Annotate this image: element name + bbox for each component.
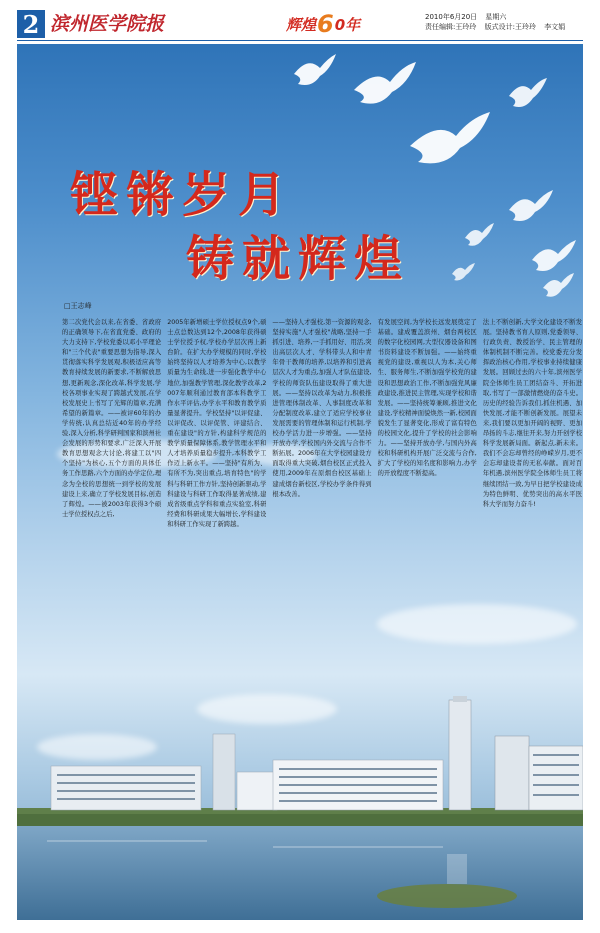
campus-photo [17, 690, 583, 920]
anniversary-logo [286, 9, 360, 39]
dove-icon [350, 60, 420, 110]
article-column: 第二次党代会以来,在省委、省政府的正确领导下,在省直党委、政府的大力支持下,学校党委以邓小平理论和"三个代表"重要思想为指导,深入贯彻落实科学发展观,积极适应高等教育持续发展的新要求,不断解放思想,更新观念,深化改革,科学发展,学校各项事业实现了跨越式发展,在学校发展史上书写了光辉的篇章,充满希望的新篇章。——被评60年的办学传统,认真总结近40年的办学经验,深入分析,科学研判国家和滨州社会发展的形势和要求,广泛深入开展教育思想观念大讨论,将建工以"四个坚持"为核心,五个方面的具体任务工作思路,六个方面的办学定位,理念为全校的思想统一到学校的发展建设上来,确立了学校发展目标,创造了辉煌。——被2003年获得3个硕士学位授权点之后, [62, 319, 162, 518]
dove-icon [450, 262, 476, 284]
proofreader-credit: 李文娟 [544, 23, 566, 31]
anniversary-digit: 6 [317, 10, 334, 38]
dove-icon [290, 52, 338, 92]
article-column: 2005年新增硕士学位授权点9个,硕士点总数达到12个,2008年获得硕士学位授予权,学校办学层次再上新台阶。在扩大办学规模的同时,学校始终坚持以人才培养为中心,以教学质量为生命线,进一步强化教学中心地位,加强教学管理,深化教学改革,2007年顺利通过教育部本科教学工作水平评估,办学水平和教育教学质量显著提升。学校坚持"以评促建、以评促改、以评促管、评建结合、重在建设"的方针,构建科学规范的教学质量保障体系,教学管理水平和人才培养质量稳步提升,本科教学工作迈上新水平。——坚持"有所为、有所不为,突出重点,培育特色"的学科与科研工作方针,坚持创新驱动,学科建设与科研工作取得显著成绩,建成省级重点学科和重点实验室,科研经费和科研成果大幅增长,学科建设和科研工作实现了新跨越。 [167, 319, 267, 528]
shore [17, 814, 583, 826]
article-body [62, 318, 582, 618]
editor-credit: 责任编辑:王玲玲 [425, 23, 477, 31]
issue-meta [425, 12, 585, 32]
page-number: 2 [17, 10, 45, 38]
article-column: 有发展空间,为学校长远发展奠定了基础。建成覆盖滨州、烟台两校区的数字化校园网,大型仪器设备和图书资料建设不断加强。——始终重视党的建设,重视以人为本,关心师生、服务师生,不断加强学校党的建设和思想政治工作,不断加强党风廉政建设,推进民主管理,实现学校和谐发展。——坚持统筹兼顾,推进文化建设,学校精神面貌焕然一新,校园面貌发生了显著变化,形成了富有特色的校园文化,提升了学校的社会影响力。——坚持开放办学,与国内外高校和科研机构开展广泛交流与合作,扩大了学校的知名度和影响力,办学的开放程度不断提高。 [377, 319, 477, 478]
reeds [377, 884, 517, 908]
paper-name: 滨州医学院报 [50, 13, 165, 35]
issue-date: 2010年6月20日 [425, 13, 478, 21]
issue-weekday: 星期六 [485, 13, 507, 21]
dove-icon [505, 188, 555, 228]
header-rule [17, 40, 583, 41]
designer-credit: 版式设计:王玲玲 [484, 23, 536, 31]
anniversary-right: 0年 [334, 15, 361, 34]
dove-icon [505, 76, 549, 114]
article-title-line2: 铸就辉煌 [186, 231, 411, 287]
article-column: ——坚持人才强校,第一资源的观念,坚持实施"人才强校"战略,坚持一手抓引进、培养,一手抓用好、用活,突出高层次人才、学科带头人和中青年骨干教师的培养,以培养和引进高层次人才为重点,加强人才队伍建设,学校的师资队伍建设取得了重大进展。——坚持以改革为动力,积极推进管理体制改革、人事制度改革和分配制度改革,建立了适应学校事业发展需要的管理体制和运行机制,学校办学活力进一步增强。——坚持开放办学,学校国内外交流与合作不断拓展。2006年在大学校园建设方面取得重大突破,烟台校区正式投入使用,2009年在原烟台校区基础上建成烟台新校区,学校办学条件得到根本改善。 [272, 319, 372, 498]
article-byline: □王志峰 [64, 302, 92, 310]
anniversary-left: 辉煌 [286, 15, 317, 34]
article-column: 法上不断创新,大学文化建设不断发展。坚持教书育人原则,党委领导、行政负责、教授治学、民主管理的体制机制不断完善。校党委充分发挥政治核心作用,学校事业持续健康发展。回顾过去的六十年,滨州医学院全体师生员工团结奋斗、开拓进取,书写了一部激情燃烧的奋斗史。历史的经验告诉我们,抓住机遇、加快发展,才能不断创新发展。展望未来,我们要以更加开阔的视野、更加昂扬的斗志,继往开来,努力开创学校科学发展新局面。新起点,新未来。我们不会忘却曾经的峥嵘岁月,更不会忘却建设者的无私奉献。面对百年机遇,滨州医学院全体师生员工将继续团结一致,为早日把学校建设成为特色鲜明、优势突出的高水平医科大学而努力奋斗! [482, 319, 583, 508]
campus-buildings [51, 696, 583, 810]
dove-icon [462, 222, 496, 250]
dove-icon [540, 272, 576, 302]
article-title-line1: 铿锵岁月 [70, 167, 295, 223]
dove-icon [404, 110, 494, 170]
masthead [0, 0, 600, 44]
